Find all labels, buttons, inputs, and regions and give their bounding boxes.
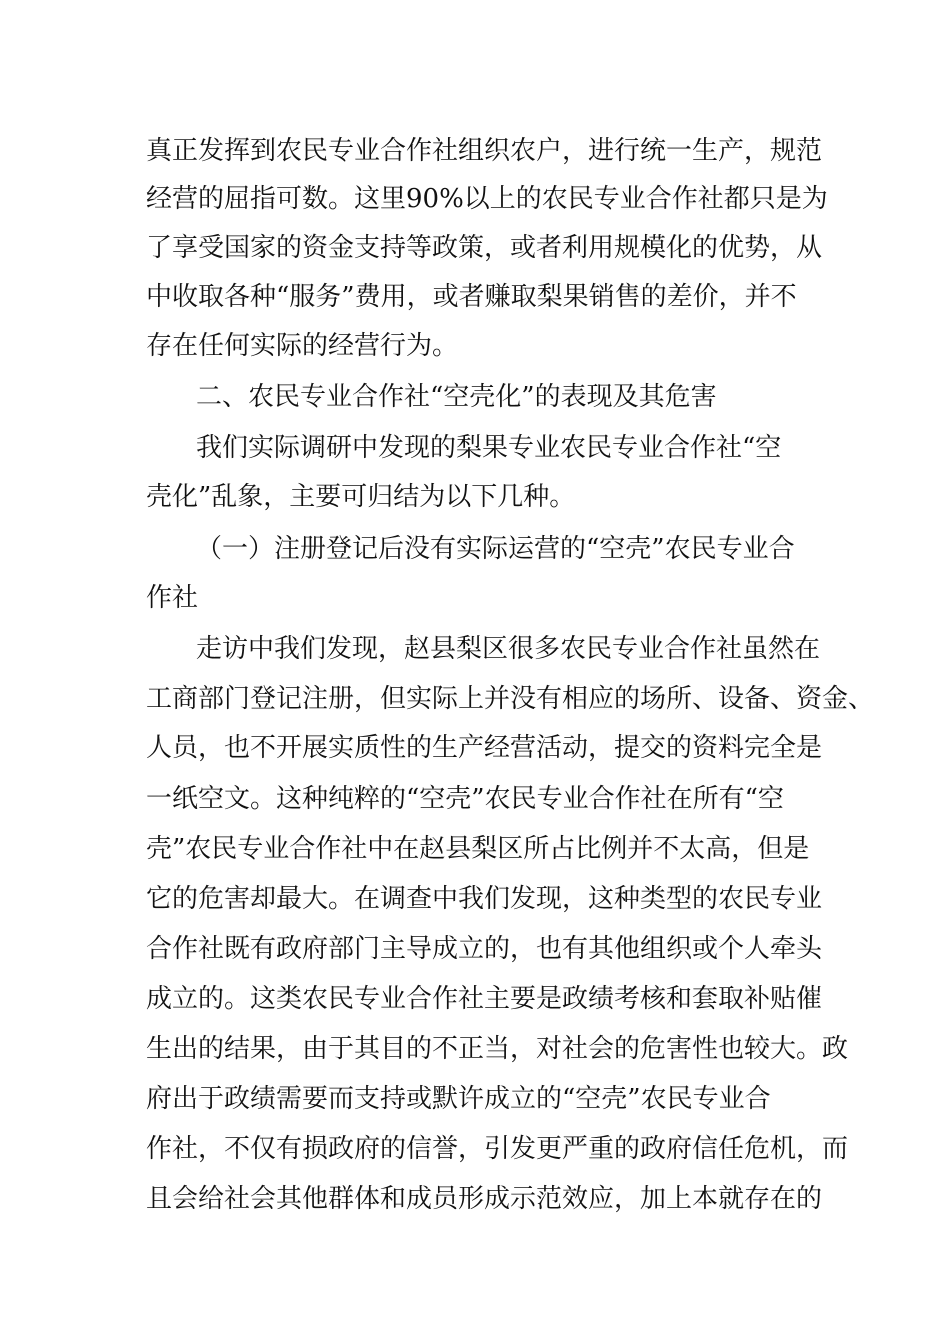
- body-text-line: 存在任何实际的经营行为。: [146, 331, 459, 361]
- body-text-line: 它的危害却最大。在调查中我们发现，这种类型的农民专业: [146, 884, 823, 914]
- body-text-line: 经营的屈指可数。这里90%以上的农民专业合作社都只是为: [146, 184, 828, 214]
- body-text-line: 了享受国家的资金支持等政策，或者利用规模化的优势，从: [146, 233, 823, 263]
- body-text-line: 府出于政绩需要而支持或默许成立的“空壳”农民专业合: [146, 1084, 771, 1114]
- body-text-line: 工商部门登记注册，但实际上并没有相应的场所、设备、资金、: [146, 684, 875, 714]
- subsection-heading: （一）注册登记后没有实际运营的“空壳”农民专业合: [196, 534, 795, 564]
- body-text-line: 走访中我们发现，赵县梨区很多农民专业合作社虽然在: [196, 634, 821, 664]
- body-text-line: 人员，也不开展实质性的生产经营活动，提交的资料完全是: [146, 733, 823, 763]
- body-text-line: 作社，不仅有损政府的信誉，引发更严重的政府信任危机，而: [146, 1134, 849, 1164]
- body-text-line: 生出的结果，由于其目的不正当，对社会的危害性也较大。政: [146, 1034, 849, 1064]
- body-text-line: 且会给社会其他群体和成员形成示范效应，加上本就存在的: [146, 1184, 823, 1214]
- subsection-heading-cont: 作社: [146, 583, 199, 613]
- body-text-line: 我们实际调研中发现的梨果专业农民专业合作社“空: [196, 433, 782, 463]
- body-text-line: 真正发挥到农民专业合作社组织农户，进行统一生产，规范: [146, 136, 823, 166]
- section-heading: 二、农民专业合作社“空壳化”的表现及其危害: [196, 382, 717, 412]
- body-text-line: 壳化”乱象，主要可归结为以下几种。: [146, 482, 576, 512]
- body-text-line: 成立的。这类农民专业合作社主要是政绩考核和套取补贴催: [146, 984, 823, 1014]
- body-text-line: 中收取各种“服务”费用，或者赚取梨果销售的差价，并不: [146, 282, 797, 312]
- body-text-line: 合作社既有政府部门主导成立的，也有其他组织或个人牵头: [146, 934, 823, 964]
- body-text-line: 壳”农民专业合作社中在赵县梨区所占比例并不太高，但是: [146, 834, 810, 864]
- body-text-line: 一纸空文。这种纯粹的“空壳”农民专业合作社在所有“空: [146, 784, 784, 814]
